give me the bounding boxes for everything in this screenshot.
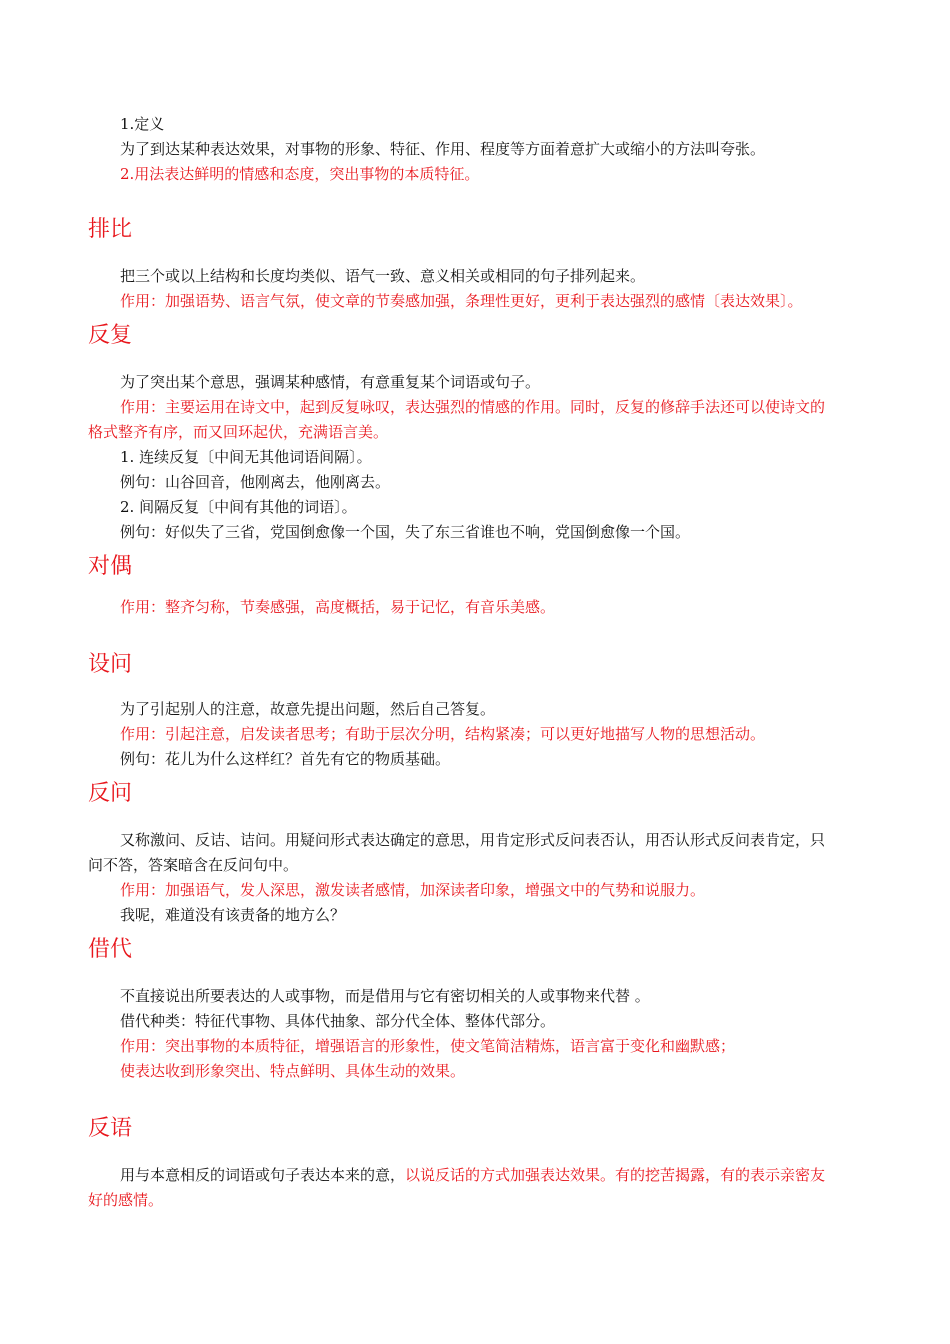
- fanfu-type-2: 2. 间隔反复〔中间有其他的词语〕。: [120, 498, 357, 516]
- fanwen-definition: 又称激问、反诘、诘问。用疑问形式表达确定的意思，用肯定形式反问表否认，用否认形式反问表肯定，只问不答，答案暗含在反问句中。: [88, 831, 826, 874]
- paibi-effect: 作用：加强语势、语言气氛，使文章的节奏感加强，条理性更好，更利于表达强烈的感情〔表达效果〕。: [120, 292, 803, 310]
- jiedai-effect-1: 作用：突出事物的本质特征，增强语言的形象性，使文笔简洁精炼，语言富于变化和幽默感；: [120, 1037, 736, 1055]
- document-page: [88, 112, 836, 1213]
- fanyu-definition-effect: 以说反话的方式加强表达效果。有的挖苦揭露，有的表示亲密友好的感情。: [88, 1166, 826, 1209]
- section-title-jiedai: 借代: [88, 937, 133, 962]
- shewen-definition: 为了引起别人的注意，故意先提出问题，然后自己答复。: [120, 700, 496, 718]
- section-title-shewen: 设问: [88, 652, 133, 677]
- hyperbole-definition: 为了到达某种表达效果，对事物的形象、特征、作用、程度等方面着意扩大或缩小的方法叫夸张。: [120, 140, 766, 158]
- paibi-definition: 把三个或以上结构和长度均类似、语气一致、意义相关或相同的句子排列起来。: [120, 267, 646, 285]
- hyperbole-usage: 2.用法表达鲜明的情感和态度，突出事物的本质特征。: [120, 165, 480, 183]
- jiedai-kinds: 借代种类：特征代事物、具体代抽象、部分代全体、整体代部分。: [120, 1012, 556, 1030]
- fanfu-effect: 作用：主要运用在诗文中，起到反复咏叹，表达强烈的情感的作用。同时，反复的修辞手法还可以使诗文的格式整齐有序，而又回环起伏，充满语言美。: [88, 398, 826, 441]
- section-title-duiou: 对偶: [88, 554, 133, 579]
- shewen-effect: 作用：引起注意，启发读者思考；有助于层次分明，结构紧凑；可以更好地描写人物的思想活动。: [120, 725, 766, 743]
- fanwen-effect: 作用：加强语气，发人深思，激发读者感情，加深读者印象，增强文中的气势和说服力。: [120, 881, 706, 899]
- fanfu-type-1: 1. 连续反复〔中间无其他词语间隔〕。: [120, 448, 372, 466]
- section-title-fanyu: 反语: [88, 1116, 133, 1141]
- section-title-fanfu: 反复: [88, 323, 133, 348]
- jiedai-effect-2: 使表达收到形象突出、特点鲜明、具体生动的效果。: [120, 1062, 466, 1080]
- shewen-example: 例句：花儿为什么这样红？首先有它的物质基础。: [120, 750, 451, 768]
- fanwen-example: 我呢，难道没有该责备的地方么？: [120, 906, 346, 924]
- fanyu-definition-main: 用与本意相反的词语或句子表达本来的意，: [120, 1166, 406, 1184]
- duiou-effect: 作用：整齐匀称，节奏感强，高度概括，易于记忆，有音乐美感。: [120, 598, 556, 616]
- definition-heading: 1.定义: [120, 115, 165, 133]
- fanfu-example-2: 例句：好似失了三省，党国倒愈像一个国，失了东三省谁也不响，党国倒愈像一个国。: [120, 523, 691, 541]
- fanfu-definition: 为了突出某个意思，强调某种感情，有意重复某个词语或句子。: [120, 373, 541, 391]
- section-title-fanwen: 反问: [88, 781, 133, 806]
- section-title-paibi: 排比: [88, 217, 133, 242]
- fanyu-definition: [88, 1163, 836, 1213]
- fanfu-example-1: 例句：山谷回音，他刚离去，他刚离去。: [120, 473, 391, 491]
- jiedai-definition: 不直接说出所要表达的人或事物，而是借用与它有密切相关的人或事物来代替 。: [120, 987, 650, 1005]
